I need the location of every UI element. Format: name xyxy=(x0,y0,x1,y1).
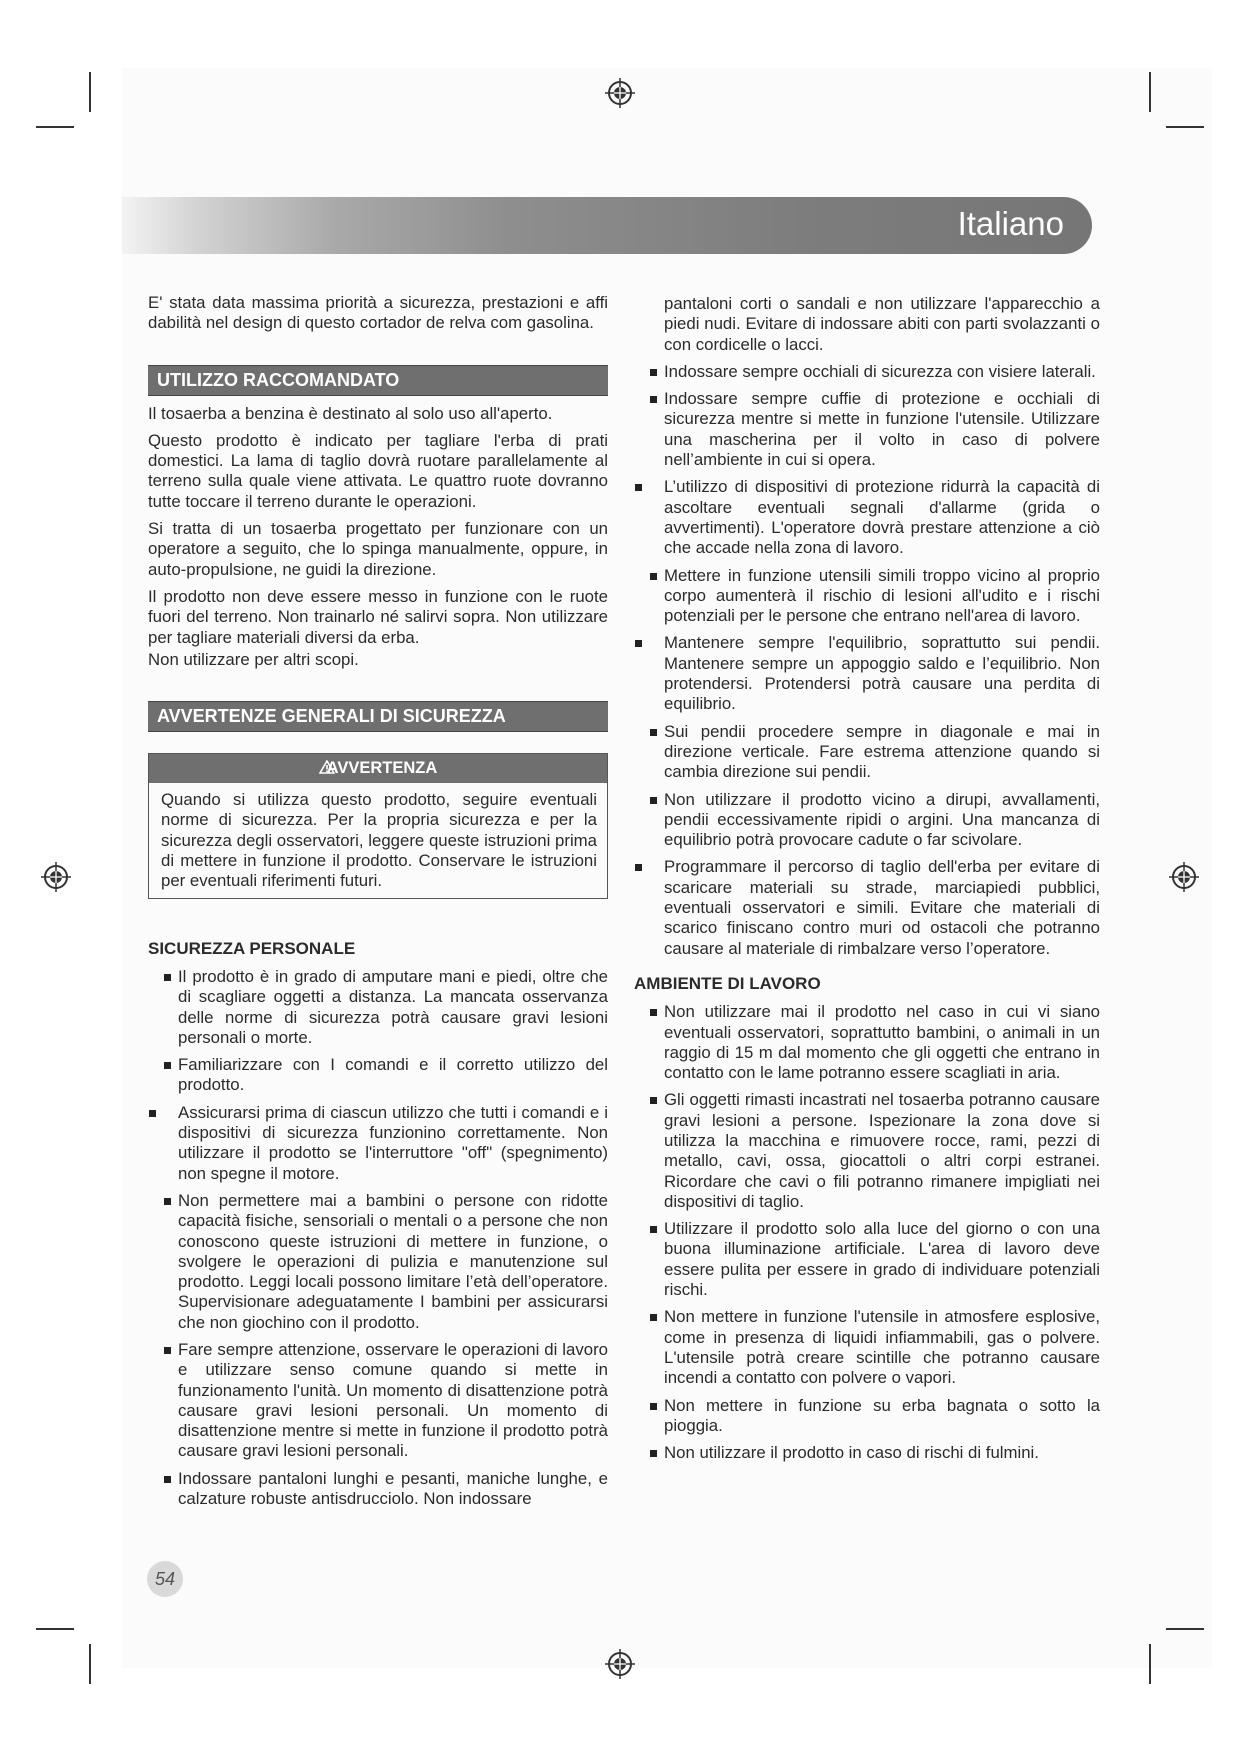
registration-mark-icon xyxy=(1167,860,1201,894)
list-item: Familiarizzare con I comandi e il corretto utilizzo del prodotto. xyxy=(148,1055,608,1096)
crop-mark xyxy=(89,72,91,112)
crop-mark xyxy=(1149,72,1151,112)
subheading-work-area: AMBIENTE DI LAVORO xyxy=(634,973,821,993)
paragraph: Il tosaerba a benzina è destinato al solo uso all'aperto. xyxy=(148,403,553,423)
paragraph: Il prodotto non deve essere messo in funzione con le ruote fuori del terreno. Non trainarlo né salirvi sopra. Non utilizzare per tagliare materiali diversi da erba. xyxy=(148,586,608,647)
subheading-personal-safety: SICUREZZA PERSONALE xyxy=(148,938,356,958)
list-item: Fare sempre attenzione, osservare le operazioni di lavoro e utilizzare senso comune quando si mette in funzionamento l'unità. Un momento di disattenzione potrà causare gravi lesioni personali. Un momento di disattenzione mentre si mette in funzione il prodotto potrà causare gravi lesioni personali. xyxy=(148,1340,608,1462)
list-item: Sui pendii procedere sempre in diagonale e mai in direzione verticale. Fare estrema attenzione quando si cambia direzione sui pendii. xyxy=(634,722,1100,783)
crop-mark xyxy=(1166,126,1204,128)
section-heading-general-safety: AVVERTENZE GENERALI DI SICUREZZA xyxy=(148,701,608,732)
right-column xyxy=(634,294,1100,1470)
list-item: Indossare sempre occhiali di sicurezza con visiere laterali. xyxy=(634,362,1100,382)
registration-mark-icon xyxy=(39,860,73,894)
warning-title: AVVERTENZA xyxy=(326,759,438,778)
crop-mark xyxy=(1166,1628,1204,1630)
language-banner xyxy=(122,197,1092,254)
list-item: Programmare il percorso di taglio dell'erba per evitare di scaricare materiali su strade, marciapiedi pubblici, eventuali osservatori e simili. Evitare che materiali di scarico finiscano contro muri od ostacoli che potranno causare al materiale di rimbalzare verso l’operatore. xyxy=(634,857,1100,958)
list-item: Non permettere mai a bambini o persone con ridotte capacità fisiche, sensoriali o mentali o a persone che non conoscono queste istruzioni di mettere in funzione, o svolgere le operazioni di pulizia e manutenzione sul prodotto. Leggi locali possono limitare l’età dell’operatore. Supervisionare adeguatamente I bambini per assicurarsi che non giochino con il prodotto. xyxy=(148,1191,608,1333)
warning-header xyxy=(149,754,607,783)
intro-text: E' stata data massima priorità a sicurezza, prestazioni e affi dabilità nel design di questo cortador de relva com gasolina. xyxy=(148,293,608,333)
list-item: Non mettere in funzione su erba bagnata o sotto la pioggia. xyxy=(634,1396,1100,1437)
list-item: L’utilizzo di dispositivi di protezione ridurrà la capacità di ascoltare eventuali segnali d'allarme (grida o avvertimenti). L'operatore dovrà prestare attenzione a ciò che accade nella zona di lavoro. xyxy=(634,477,1100,558)
list-item: Indossare sempre cuffie di protezione e occhiali di sicurezza mentre si mette in funzione l'utensile. Utilizzare una mascherina per il volto in caso di polvere nell’ambiente in cui si opera. xyxy=(634,389,1100,470)
paragraph: Non utilizzare per altri scopi. xyxy=(148,649,359,669)
list-item: Assicurarsi prima di ciascun utilizzo che tutti i comandi e i dispositivi di sicurezza funzionino correttamente. Non utilizzare il prodotto se l'interruttore "off" (spegnimento) non spegne il motore. xyxy=(148,1103,608,1184)
crop-mark xyxy=(1149,1644,1151,1684)
list-item: Mantenere sempre l'equilibrio, soprattutto sui pendii. Mantenere sempre un appoggio saldo e l’equilibrio. Non protendersi. Protendersi potrà causare una perdita di equilibrio. xyxy=(634,633,1100,714)
registration-mark-icon xyxy=(603,76,637,110)
list-item: Gli oggetti rimasti incastrati nel tosaerba potranno causare gravi lesioni a persone. Ispezionare la zona dove si utilizza la macchina e rimuovere rocce, rami, pezzi di metallo, cavi, ossa, giocattoli o altri corpi estranei. Ricordare che cavi o fili potranno rimanere impigliati nei dispositivi di taglio. xyxy=(634,1090,1100,1212)
list-item: Mettere in funzione utensili simili troppo vicino al proprio corpo aumenterà il rischio di lesioni all'udito e i rischi potenziali per le persone che entrano nell'area di lavoro. xyxy=(634,566,1100,627)
warning-box xyxy=(148,753,608,898)
crop-mark xyxy=(36,1628,74,1630)
list-item: Non mettere in funzione l'utensile in atmosfere esplosive, come in presenza di liquidi infiammabili, gas o polvere. L'utensile potrà creare scintille che potranno causare incendi a contatto con polvere o vapori. xyxy=(634,1307,1100,1388)
list-item: Il prodotto è in grado di amputare mani e piedi, oltre che di scagliare oggetti a distanza. La mancata osservanza delle norme di sicurezza potrà causare gravi lesioni personali o morte. xyxy=(148,967,608,1048)
warning-text: Quando si utilizza questo prodotto, seguire eventuali norme di sicurezza. Per la propria sicurezza e per la sicurezza degli osservatori, leggere queste istruzioni prima di mettere in funzione il prodotto. Conservare le istruzioni per eventuali riferimenti futuri. xyxy=(161,790,597,891)
page-number: 54 xyxy=(147,1561,183,1597)
paragraph: Questo prodotto è indicato per tagliare l'erba di prati domestici. La lama di taglio dovrà ruotare parallelamente al terreno sulla quale viene attivata. Le quattro ruote dovranno tutte toccare il terreno durante le operazioni. xyxy=(148,430,608,511)
paragraph: Si tratta di un tosaerba progettato per funzionare con un operatore a seguito, che lo spinga manualmente, oppure, in auto-propulsione, ne guidi la direzione. xyxy=(148,519,608,579)
list-item: Non utilizzare il prodotto in caso di rischi di fulmini. xyxy=(634,1443,1100,1463)
crop-mark xyxy=(89,1644,91,1684)
section-heading-recommended-use: UTILIZZO RACCOMANDATO xyxy=(148,365,608,396)
work-area-list xyxy=(634,1002,1100,1463)
list-item: Indossare pantaloni lunghi e pesanti, maniche lunghe, e calzature robuste antisdrucciolo. Non indossare xyxy=(148,1469,608,1510)
continuation-text: pantaloni corti o sandali e non utilizzare l'apparecchio a piedi nudi. Evitare di indossare abiti con parti svolazzanti o con cordicelle o lacci. xyxy=(664,294,1100,354)
list-item: Utilizzare il prodotto solo alla luce del giorno o con una buona illuminazione artificiale. L'area di lavoro deve essere pulita per essere in grado di individuare potenziali rischi. xyxy=(634,1219,1100,1300)
left-column xyxy=(148,293,608,1516)
personal-safety-list-continued xyxy=(634,362,1100,959)
list-item: Non utilizzare mai il prodotto nel caso in cui vi siano eventuali osservatori, soprattutto bambini, o animali in un raggio di 15 m dal momento che gli oggetti che entrano in contatto con le lame potranno essere scagliati in aria. xyxy=(634,1002,1100,1083)
registration-mark-icon xyxy=(603,1647,637,1681)
list-item: Non utilizzare il prodotto vicino a dirupi, avvallamenti, pendii eccessivamente ripidi o argini. Una mancanza di equilibrio potrà provocare cadute o far scivolare. xyxy=(634,790,1100,851)
crop-mark xyxy=(36,126,74,128)
personal-safety-list xyxy=(148,967,608,1509)
language-title: Italiano xyxy=(957,205,1064,242)
